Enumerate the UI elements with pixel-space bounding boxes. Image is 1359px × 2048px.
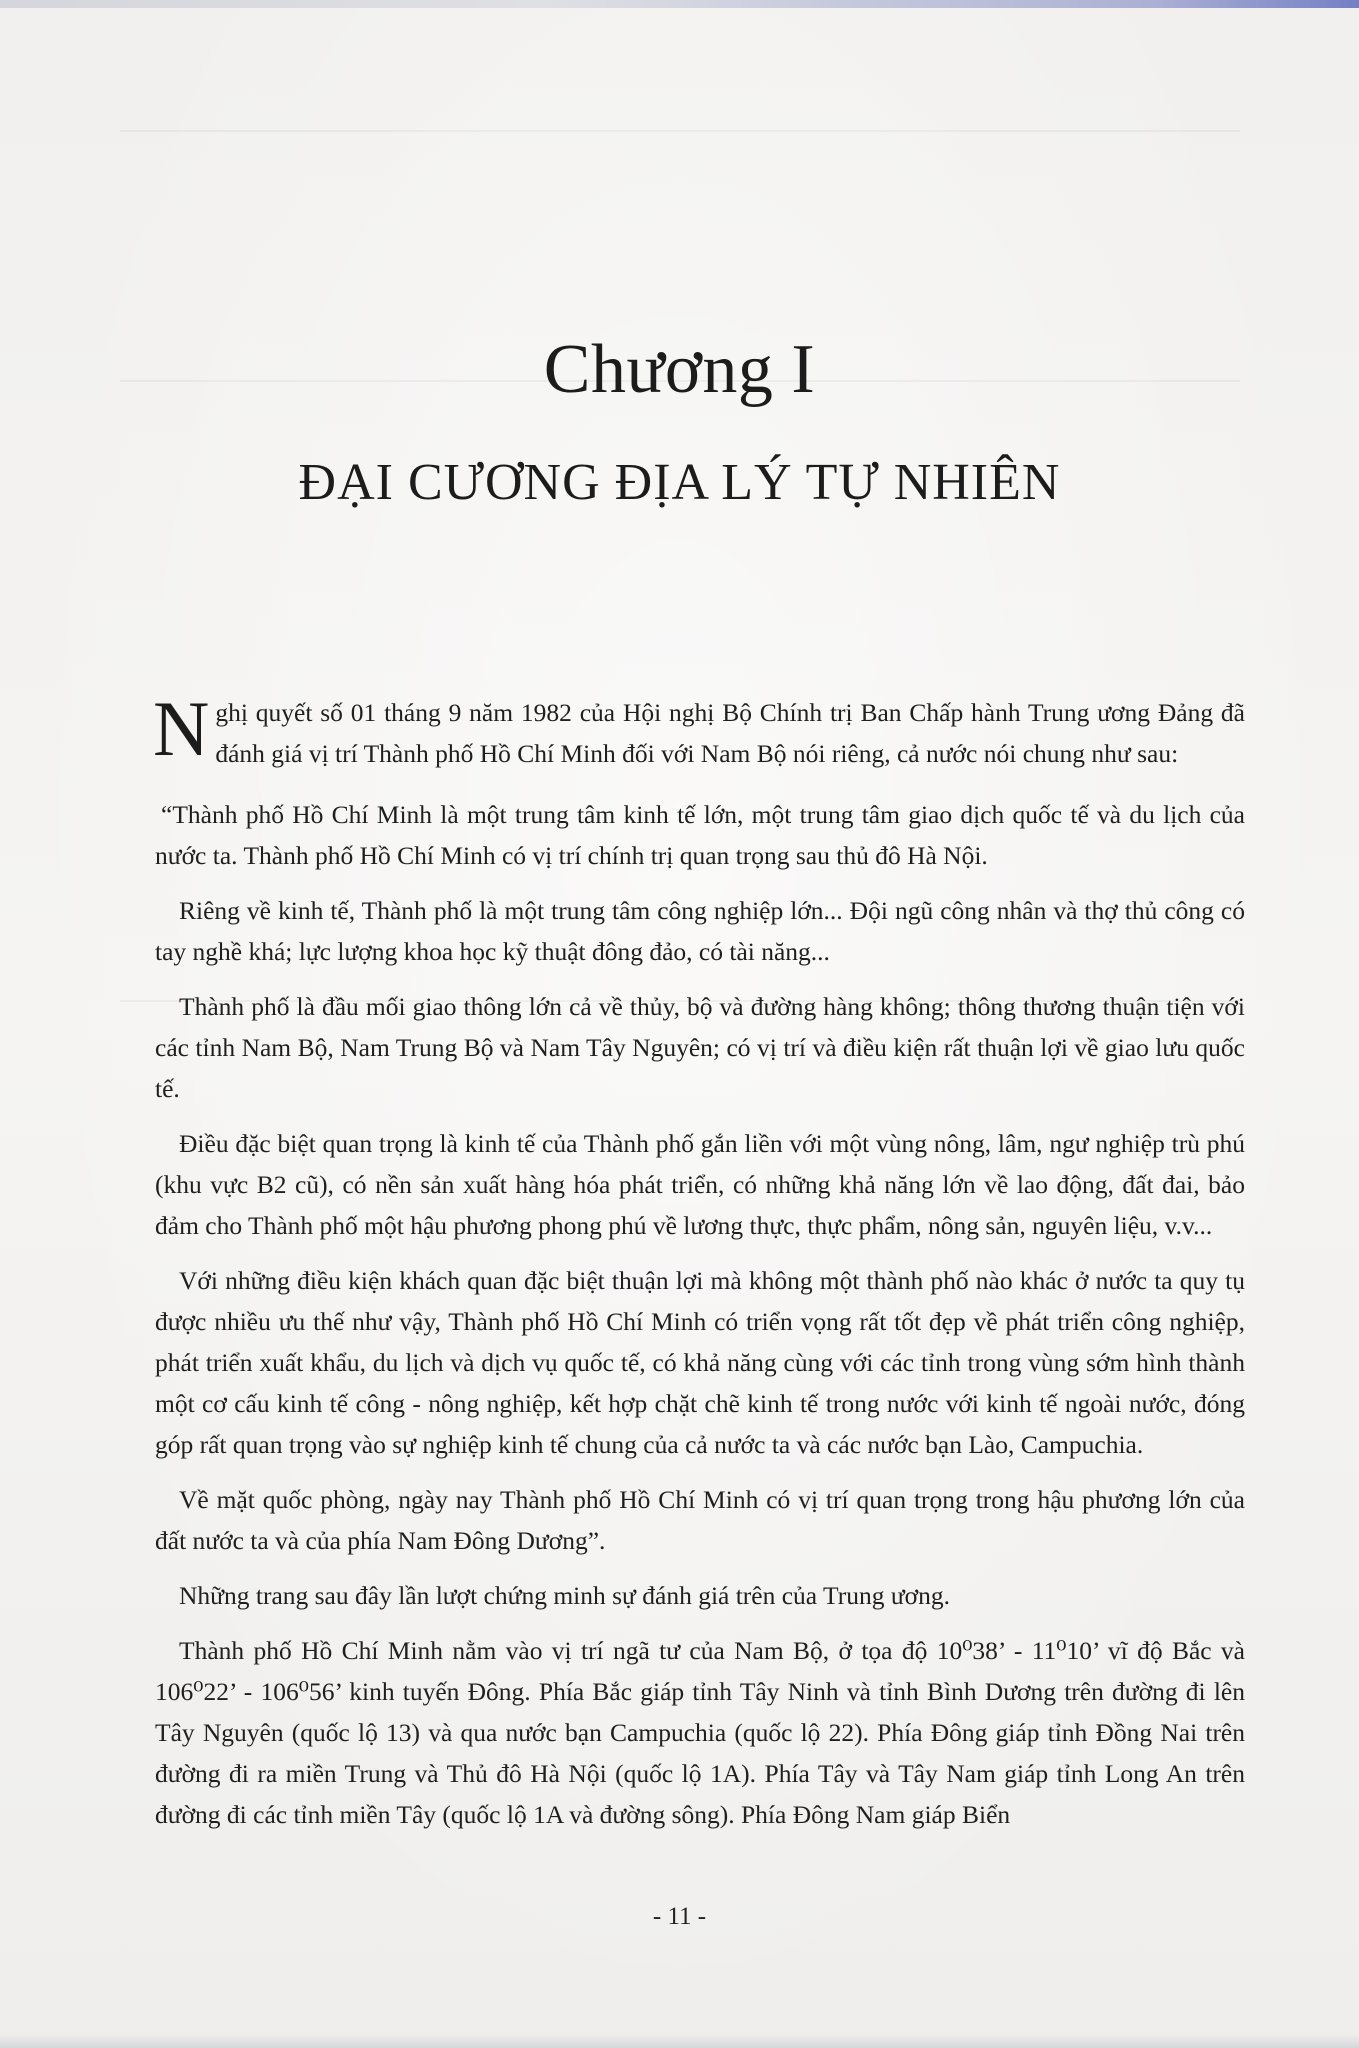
chapter-title: ĐẠI CƯƠNG ĐỊA LÝ TỰ NHIÊN <box>298 454 1061 511</box>
quote-paragraph-4: Điều đặc biệt quan trọng là kinh tế của Thành phố gắn liền với một vùng nông, lâm, ngư nghiệp trù phú (khu vực B2 cũ), có nền sản xuất hàng hóa phát triển, có những khả năng lớn về lao động, đất đai, bảo đảm cho Thành phố một hậu phương phong phú về lương thực, thực phẩm, nông sản, nguyên liệu, v.v... <box>155 1129 1245 1240</box>
page-number: - 11 - <box>652 1903 707 1930</box>
paragraph-summary: Những trang sau đây lần lượt chứng minh sự đánh giá trên của Trung ương. <box>179 1581 951 1610</box>
quote-paragraph-2: Riêng về kinh tế, Thành phố là một trung tâm công nghiệp lớn... Đội ngũ công nhân và thợ thủ công có tay nghề khá; lực lượng khoa học kỹ thuật đông đảo, có tài năng... <box>155 896 1245 966</box>
chapter-number: Chương I <box>543 331 816 408</box>
paragraph-1-text: ghị quyết số 01 tháng 9 năm 1982 của Hội nghị Bộ Chính trị Ban Chấp hành Trung ương Đảng đã đánh giá vị trí Thành phố Hồ Chí Minh đối với Nam Bộ nói riêng, cả nước nói chung như sau: <box>215 698 1245 768</box>
paragraph-1 <box>153 685 1245 774</box>
scan-top-edge <box>0 0 1359 8</box>
quote-paragraph-3: Thành phố là đầu mối giao thông lớn cả về thủy, bộ và đường hàng không; thông thương thuận tiện với các tỉnh Nam Bộ, Nam Trung Bộ và Nam Tây Nguyên; có vị trí và điều kiện rất thuận lợi về giao lưu quốc tế. <box>155 992 1245 1103</box>
quote-paragraph-6: Về mặt quốc phòng, ngày nay Thành phố Hồ Chí Minh có vị trí quan trọng trong hậu phương lớn của đất nước ta và của phía Nam Đông Dương”. <box>155 1485 1245 1555</box>
drop-cap: N <box>153 685 210 772</box>
show-through-line <box>120 130 1240 132</box>
scan-bottom-edge <box>0 2034 1359 2048</box>
body-text <box>153 685 1245 1849</box>
quote-paragraph-5: Với những điều kiện khách quan đặc biệt thuận lợi mà không một thành phố nào khác ở nước ta quy tụ được nhiều ưu thế như vậy, Thành phố Hồ Chí Minh có triển vọng rất tốt đẹp về phát triển công nghiệp, phát triển xuất khẩu, du lịch và dịch vụ quốc tế, có khả năng cùng với các tỉnh trong vùng sớm hình thành một cơ cấu kinh tế công - nông nghiệp, kết hợp chặt chẽ kinh tế trong nước với kinh tế ngoài nước, đóng góp rất quan trọng vào sự nghiệp kinh tế chung của cả nước ta và các nước bạn Lào, Campuchia. <box>155 1266 1245 1459</box>
paragraph-location: Thành phố Hồ Chí Minh nằm vào vị trí ngã tư của Nam Bộ, ở tọa độ 10⁰38’ - 11⁰10’ vĩ độ Bắc và 106⁰22’ - 106⁰56’ kinh tuyến Đông. Phía Bắc giáp tỉnh Tây Ninh và tỉnh Bình Dương trên đường đi lên Tây Nguyên (quốc lộ 13) và qua nước bạn Campuchia (quốc lộ 22). Phía Đông giáp tỉnh Đồng Nai trên đường đi ra miền Trung và Thủ đô Hà Nội (quốc lộ 1A). Phía Tây và Tây Nam giáp tỉnh Long An trên đường đi các tỉnh miền Tây (quốc lộ 1A và đường sông). Phía Đông Nam giáp Biển <box>155 1636 1245 1829</box>
quote-paragraph-1: “Thành phố Hồ Chí Minh là một trung tâm kinh tế lớn, một trung tâm giao dịch quốc tế và du lịch của nước ta. Thành phố Hồ Chí Minh có vị trí chính trị quan trọng sau thủ đô Hà Nội. <box>155 800 1245 870</box>
